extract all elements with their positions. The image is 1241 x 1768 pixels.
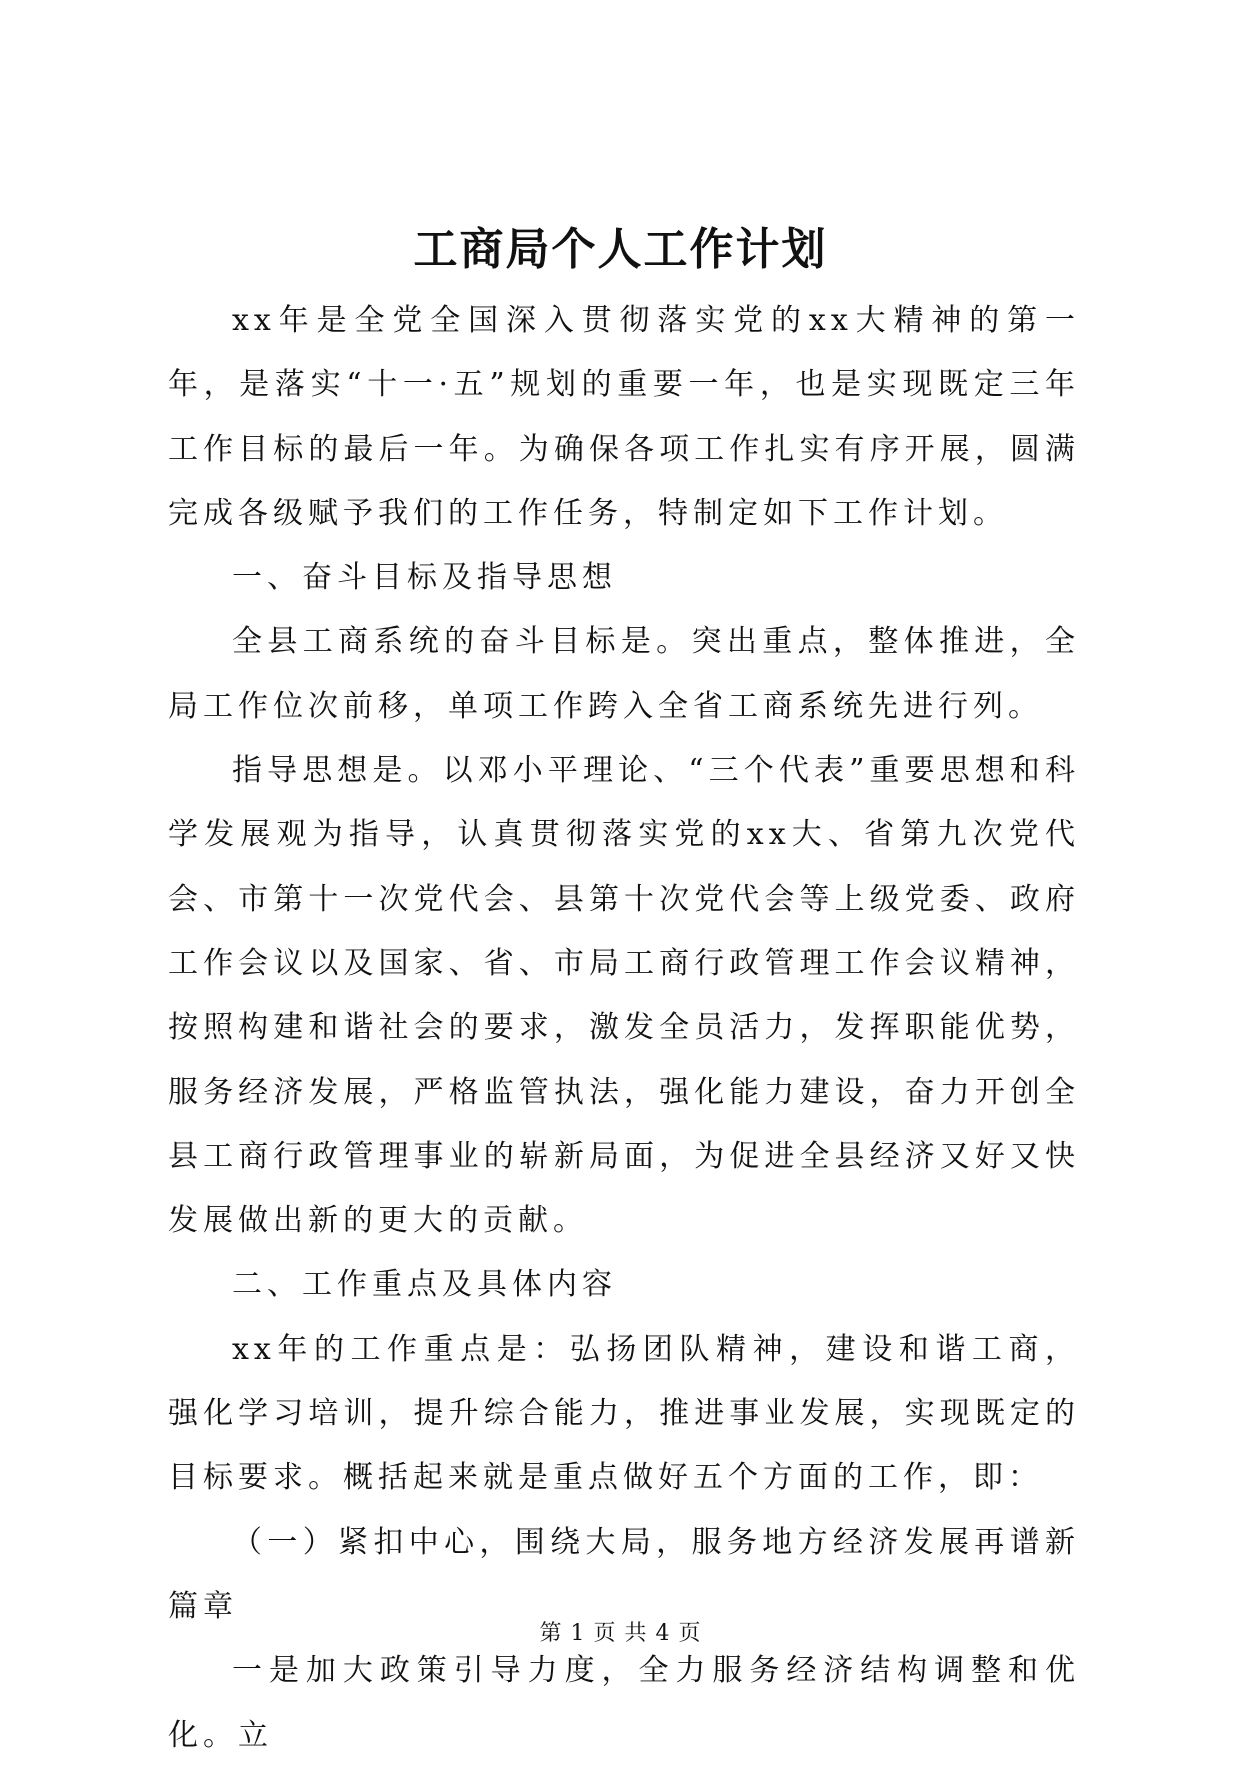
paragraph-goal: 全县工商系统的奋斗目标是。突出重点，整体推进，全局工作位次前移，单项工作跨入全省工商系统先进行列。 <box>168 624 1080 724</box>
paragraph-guiding-thought: 指导思想是。以邓小平理论、“三个代表”重要思想和科学发展观为指导，认真贯彻落实党的xx大、省第九次党代会、市第十一次党代会、县第十次党代会等上级党委、政府工作会议以及国家、省、市局工商行政管理工作会议精神，按照构建和谐社会的要求，激发全员活力，发挥职能优势，服务经济发展，严格监管执法，强化能力建设，奋力开创全县工商行政管理事业的崭新局面，为促进全县经济又好又快发展做出新的更大的贡献。 <box>168 753 1080 1239</box>
paragraph-intro: xx年是全党全国深入贯彻落实党的xx大精神的第一年，是落实“十一·五”规划的重要一年，也是实现既定三年工作目标的最后一年。为确保各项工作扎实有序开展，圆满完成各级赋予我们的工作任务，特制定如下工作计划。 <box>168 303 1080 531</box>
paragraph-item-1: 一是加大政策引导力度，全力服务经济结构调整和优化。立 <box>168 1653 1080 1753</box>
section-heading-1: 一、奋斗目标及指导思想 <box>232 560 617 596</box>
paragraph-work-focus: xx年的工作重点是：弘扬团队精神，建设和谐工商，强化学习培训，提升综合能力，推进事业发展，实现既定的目标要求。概括起来就是重点做好五个方面的工作，即： <box>168 1331 1080 1496</box>
page-footer: 第 1 页 共 4 页 <box>539 1621 702 1646</box>
section-heading-2: 二、工作重点及具体内容 <box>232 1267 617 1303</box>
document-title: 工商局个人工作计划 <box>413 224 828 275</box>
document-body <box>168 289 1080 1768</box>
subsection-heading-1: （一）紧扣中心，围绕大局，服务地方经济发展再谱新篇章 <box>168 1524 1080 1624</box>
